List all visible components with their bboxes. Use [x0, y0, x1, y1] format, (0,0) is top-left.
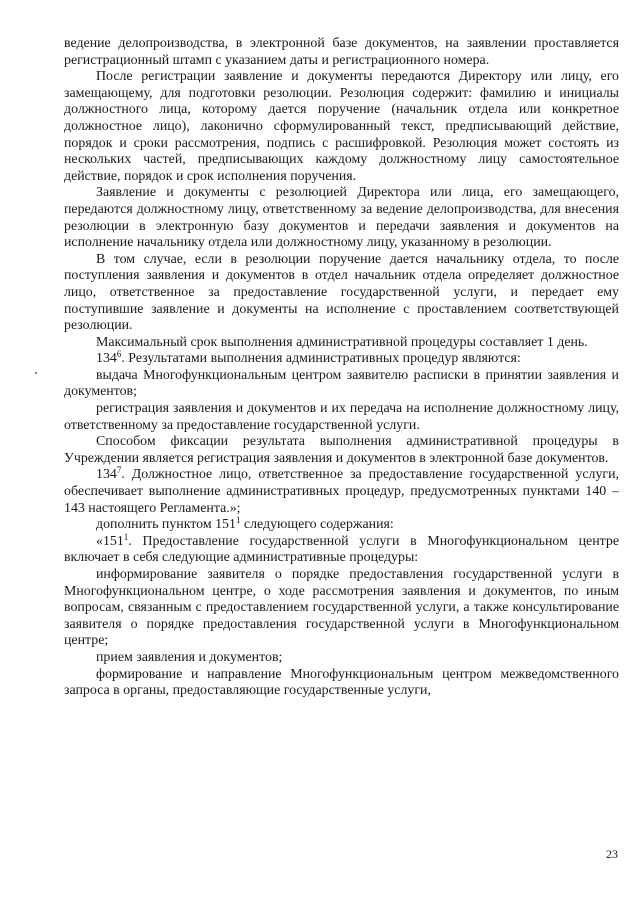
page-number: 23 [606, 847, 618, 861]
paragraph: Заявление и документы с резолюцией Директора или лица, его замещающего, передаются должностному лицу, ответственному за ведение делопроизводства, для внесения резолюции в электронную базу документов и передачи заявления и документов на исполнение начальнику отдела или должностному лицу, указанному в резолюции. [64, 185, 619, 251]
scan-speck [35, 372, 37, 374]
point-superscript: 7 [116, 465, 122, 476]
paragraph-point-134-7 [64, 467, 619, 517]
paragraph: прием заявления и документов; [96, 649, 283, 665]
paragraph-text: . Должностное лицо, ответственное за предоставление государственной услуги, обеспечивает выполнение административных процедур, предусмотренных пунктами 140 – 143 настоящего Регламента.»; [64, 467, 619, 516]
paragraph: регистрация заявления и документов и их передача на исполнение должностному лицу, ответственному за предоставление государственной услуги. [64, 401, 619, 433]
paragraph-point-151-1 [64, 531, 619, 567]
paragraph: ведение делопроизводства, в электронной базе документов, на заявлении проставляется регистрационный штамп с указанием даты и регистрационного номера. [64, 36, 619, 68]
paragraph-text: . Предоставление государственной услуги в Многофункциональном центре включает в себя следующие административные процедуры: [64, 533, 619, 566]
paragraph: Максимальный срок выполнения административной процедуры составляет 1 день. [96, 334, 588, 350]
paragraph: формирование и направление Многофункциональным центром межведомственного запроса в органы, предоставляющие государственные услуги, [64, 666, 619, 699]
paragraph-text: следующего содержания: [240, 517, 394, 533]
point-superscript: 1 [235, 515, 241, 526]
paragraph: выдача Многофункциональным центром заявителю расписки в принятии заявления и документов; [64, 367, 619, 400]
point-number: 134 [96, 351, 117, 367]
paragraph-point-134-6: $134^6$. Результатами выполнения административных процедур являются: [96, 349, 521, 367]
point-number: 151 [215, 517, 236, 533]
point-number: «151 [96, 533, 124, 549]
paragraph-text: Результатами выполнения административных процедур являются: [128, 351, 521, 367]
paragraph: После регистрации заявление и документы передаются Директору или лицу, его замещающему, для подготовки резолюции. Резолюция содержит: фамилию и инициалы должностного лица, которому дается поручение (начальник отдела или конкретное должностное лицо), лаконично сформулированный текст, предписывающий действие, порядок и сроки рассмотрения, подпись с расшифровкой. Резолюция может состоять из нескольких частей, предписывающих каждому должностному лицу самостоятельное действие, порядок и срок исполнения поручения. [64, 69, 619, 184]
paragraph: Способом фиксации результата выполнения административной процедуры в Учреждении является регистрация заявления и документов в электронной базе документов. [64, 434, 619, 466]
point-number: 134 [96, 467, 117, 483]
paragraph-text: дополнить пунктом [96, 517, 216, 533]
paragraph: информирование заявителя о порядке предоставления государственной услуги в Многофункциональном центре, о ходе рассмотрения заявления и документов, по иным вопросам, связанным с предоставлением государственной услуги, а также консультирование заявителя о порядке предоставления государственной услуги в Многофункциональном центре; [64, 567, 619, 649]
point-superscript: 1 [123, 531, 129, 542]
paragraph: В том случае, если в резолюции поручение дается начальнику отдела, то после поступления заявления и документов в отдел начальник отдела определяет должностное лицо, ответственное за предоставление государственной услуги, и передает ему поступившие заявление и документы на исполнение с проставлением соответствующей резолюции. [64, 251, 619, 334]
point-superscript: 6 [116, 349, 122, 360]
paragraph-add-point [64, 517, 619, 534]
